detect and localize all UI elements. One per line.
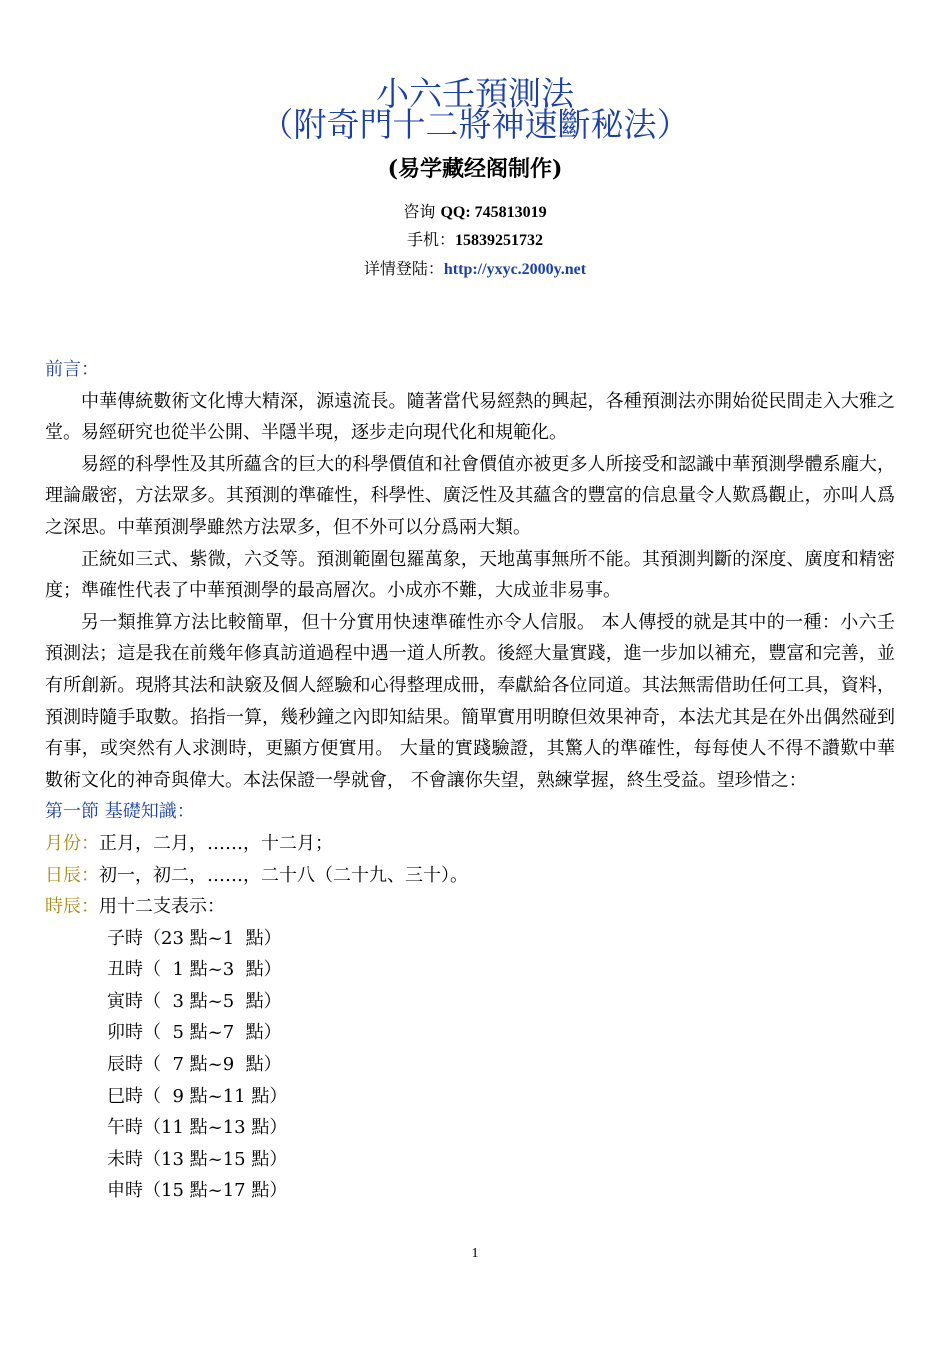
hour-text: 用十二支表示： — [99, 896, 225, 918]
preface-heading: 前言： — [45, 359, 99, 380]
day-label: 日辰： — [45, 864, 99, 886]
hour-item: 子時（23 點~1 點） — [107, 927, 282, 949]
qq-value: QQ: 745813019 — [440, 204, 547, 221]
preface-paragraph: 正統如三式、紫微，六爻等。預測範圍包羅萬象，天地萬事無所不能。其預測判斷的深度、廣度和精密度；準確性代表了中華預測學的最高層次。小成亦不難，大成並非易事。 — [45, 548, 895, 602]
hour-item: 丑時（ 1 點~3 點） — [107, 959, 282, 981]
document-title-subline: （附奇門十二將神速斷秘法） — [260, 105, 690, 144]
month-label: 月份： — [45, 832, 99, 854]
document-body — [45, 354, 895, 1207]
contact-phone — [0, 229, 950, 252]
qq-label: 咨询 — [403, 202, 441, 221]
hour-list — [45, 923, 895, 1207]
hour-item: 辰時（ 7 點~9 點） — [107, 1054, 282, 1076]
contact-qq — [0, 201, 950, 224]
month-line — [45, 828, 895, 860]
day-text: 初一，初二，……，二十八（二十九、三十）。 — [99, 864, 468, 886]
document-subtitle: (易学藏经阁制作) — [387, 156, 563, 182]
hour-item: 寅時（ 3 點~5 點） — [107, 990, 282, 1012]
hour-item: 申時（15 點~17 點） — [107, 1180, 288, 1202]
preface-paragraph: 易經的科學性及其所蘊含的巨大的科學價值和社會價值亦被更多人所接受和認識中華預測學體系龐大，理論嚴密，方法眾多。其預測的準確性，科學性、廣泛性及其蘊含的豐富的信息量令人歎爲觀止，亦叫人爲之深思。中華預測學雖然方法眾多，但不外可以分爲兩大類。 — [45, 453, 895, 538]
hour-item: 午時（11 點~13 點） — [107, 1117, 288, 1139]
section-heading: 第一節 基礎知識： — [45, 801, 195, 823]
site-label: 详情登陆： — [363, 259, 444, 278]
phone-label: 手机： — [406, 230, 455, 249]
site-link[interactable]: http://yxyc.2000y.net — [443, 261, 587, 278]
month-text: 正月，二月，……，十二月； — [99, 832, 333, 854]
document-title: 小六壬預測法 — [376, 74, 574, 113]
hour-item: 巳時（ 9 點~11 點） — [107, 1085, 288, 1107]
phone-value: 15839251732 — [455, 232, 543, 249]
hour-item: 卯時（ 5 點~7 點） — [107, 1022, 282, 1044]
preface-paragraph: 另一類推算方法比較簡單，但十分實用快速準確性亦令人信服。 本人傳授的就是其中的一種：小六壬預測法；這是我在前幾年修真訪道過程中遇一道人所教。後經大量實踐，進一步加以補充，豐富和完善，並有所創新。現將其法和訣竅及個人經驗和心得整理成冊，奉獻給各位同道。其法無需借助任何工具，資料，預測時隨手取數。掐指一算，幾秒鐘之內即知結果。簡單實用明瞭但效果神奇，本法尤其是在外出偶然碰到有事，或突然有人求測時，更顯方便實用。 大量的實踐驗證，其驚人的準確性，每每使人不得不讚歎中華數術文化的神奇與偉大。本法保證一學就會， 不會讓你失望，熟練掌握，終生受益。望珍惜之： — [45, 611, 895, 791]
hour-line — [45, 891, 895, 923]
page-number: 1 — [471, 1246, 479, 1261]
day-line — [45, 860, 895, 892]
preface-paragraph: 中華傳統數術文化博大精深，源遠流長。隨著當代易經熱的興起，各種預測法亦開始從民間走入大雅之堂。易經研究也從半公開、半隱半現，逐步走向現代化和規範化。 — [45, 390, 895, 444]
contact-site — [0, 258, 950, 281]
hour-item: 未時（13 點~15 點） — [107, 1148, 288, 1170]
hour-label: 時辰： — [45, 896, 99, 918]
